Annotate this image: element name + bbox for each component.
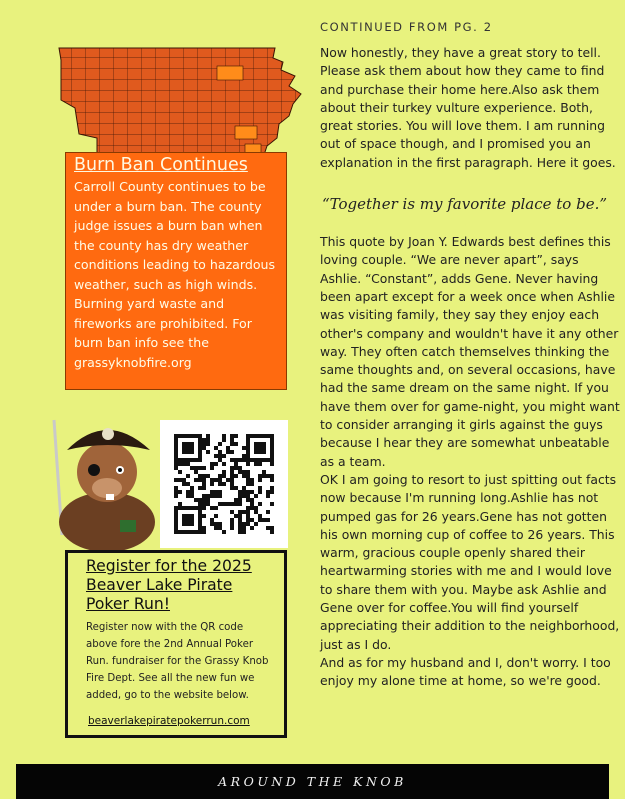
story-paragraph-1: Now honestly, they have a great story to tell. Please ask them about how they came to find and purchase their home here.Also ask them about their turkey vulture experience. Both, great stories. You will love them. I am running out of space though, and I promised you an explanation in the first paragraph. Here it goes. [320,45,616,170]
register-title: Register for the 2025 Beaver Lake Pirate Poker Run! [86,557,252,613]
story-paragraph-2: This quote by Joan Y. Edwards best defines this loving couple. “We are never apart”, says Ashlie. “Constant”, adds Gene. Never having been apart except for a week once when Ashlie was visiting family, they say they enjoy each other's company and wouldn't have it any other way. They often catch themselves thinking the same thoughts and, on several occasions, have had the same dream on the same night. If you have them over for game-night, you might want to consider arranging it girls against the guys because I hear they are somewhat unbeatable as a team. [320,234,620,469]
story-quote: “Together is my favorite place to be.” [322,195,608,214]
qr-code-icon [160,420,288,548]
footer-title: AROUND THE KNOB [218,774,407,789]
register-website-link[interactable]: beaverlakepiratepokerrun.com [88,715,250,727]
qr-code[interactable] [160,420,288,548]
register-box [65,550,287,738]
burn-ban-text: Carroll County continues to be under a burn ban. The county judge issues a burn ban when the county has dry weather conditions leading to hazardous weather, such as high winds. Burning yard waste and fireworks are prohibited. For burn ban info see the grassyknobfire.org [74,179,276,370]
story-column [320,20,620,691]
register-text: Register now with the QR code above fore the 2nd Annual Poker Run. fundraiser for the Grassy Knob Fire Dept. See all the new fun we added, go to the website below. [86,622,269,701]
pirate-beaver-icon [42,410,167,550]
story-paragraph-4: And as for my husband and I, don't worry. I too enjoy my alone time at home, so we're good. [320,654,611,689]
footer-banner [16,764,609,799]
story-paragraph-3: OK I am going to resort to just spitting out facts now because I'm running long.Ashlie has not pumped gas for 26 years.Gene has not gotten his own morning cup of coffee to 26 years. This warm, gracious couple openly shared their heartwarming stories with me and I would love to share them with you. Maybe ask Ashlie and Gene over for coffee.You will find yourself appreciating their addition to the neighborhood, just as I do. [320,471,620,652]
arkansas-map-icon [57,46,307,161]
burn-ban-box [65,152,287,390]
burn-ban-title: Burn Ban Continues [74,155,248,175]
continued-label: CONTINUED FROM PG. 2 [320,20,493,34]
